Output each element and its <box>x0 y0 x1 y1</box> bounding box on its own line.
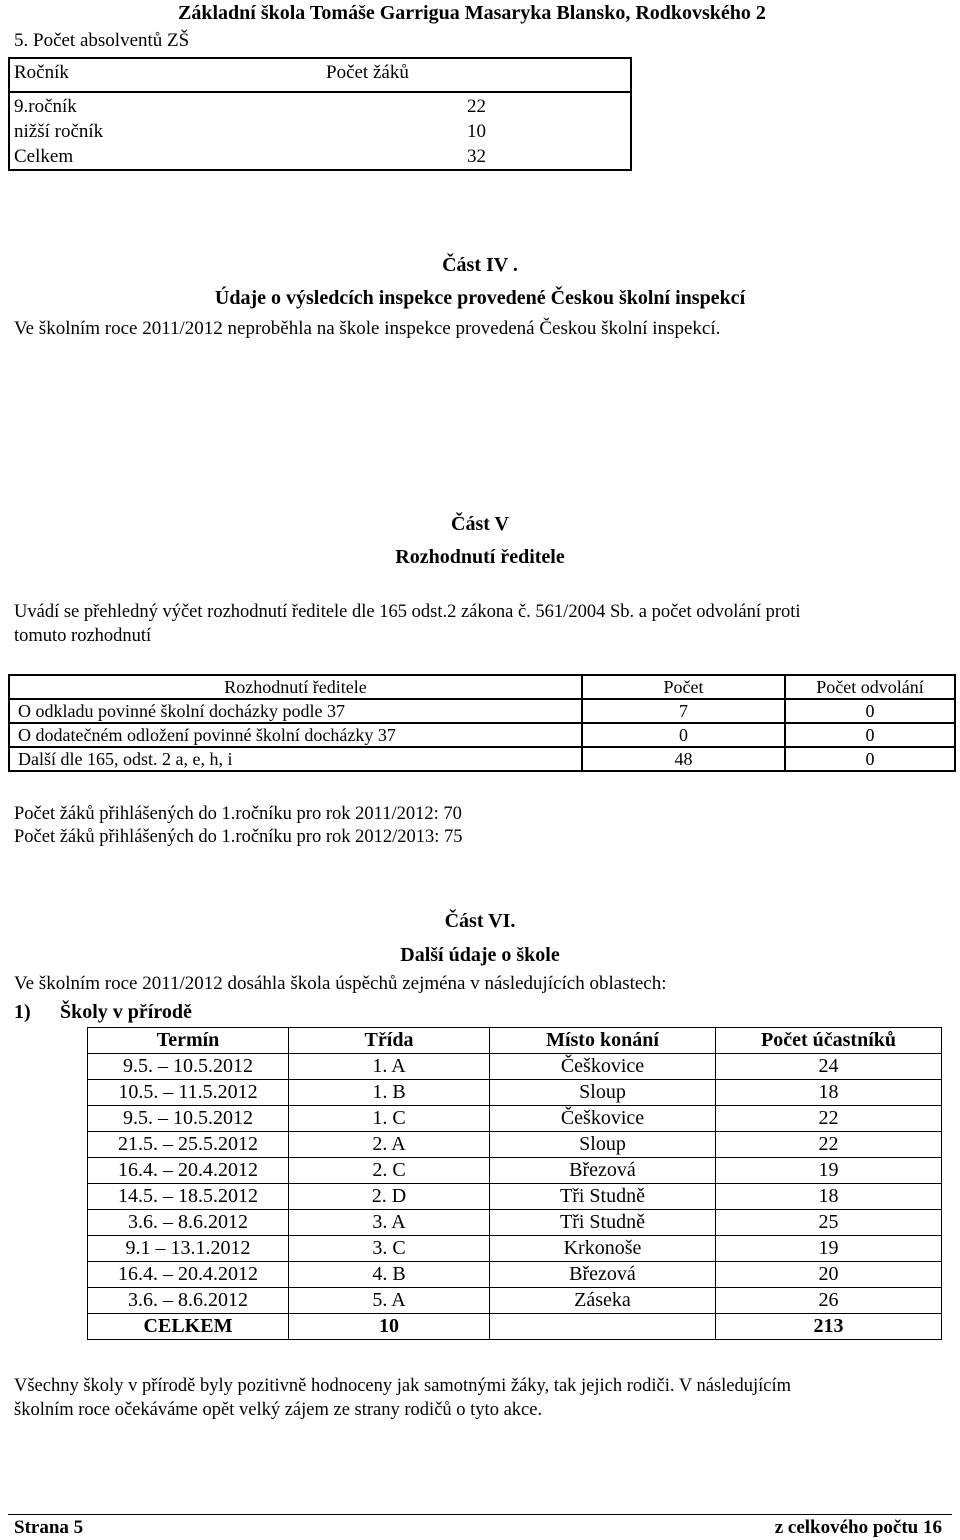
place-cell: Krkonoše <box>490 1236 716 1262</box>
participants-cell: 25 <box>716 1210 942 1236</box>
part5-subtitle: Rozhodnutí ředitele <box>395 546 565 568</box>
term-cell: 16.4. – 20.4.2012 <box>88 1262 289 1288</box>
part4-text: Ve školním roce 2011/2012 neproběhla na škole inspekce provedená Českou školní inspekcí. <box>14 318 721 339</box>
closing-line1: Všechny školy v přírodě byly pozitivně hodnoceny jak samotnými žáky, tak jejich rodiči. V následujícím <box>14 1376 792 1396</box>
enrolled-2012: Počet žáků přihlášených do 1.ročníku pro rok 2012/2013: 75 <box>14 827 463 847</box>
director-decisions-table <box>8 674 956 772</box>
table-header-cell: Počet odvolání <box>785 675 955 699</box>
total-label: CELKEM <box>88 1314 289 1340</box>
participants-cell: 20 <box>716 1262 942 1288</box>
participants-cell: 26 <box>716 1288 942 1314</box>
part5-title: Část V <box>451 513 509 535</box>
place-cell: Tři Studně <box>490 1210 716 1236</box>
place-cell: Sloup <box>490 1080 716 1106</box>
participants-cell: 22 <box>716 1132 942 1158</box>
class-cell: 1. C <box>289 1106 490 1132</box>
graduates-row-label: Celkem <box>14 146 74 167</box>
graduates-row-label: nižší ročník <box>14 121 104 142</box>
table-row <box>88 1184 942 1210</box>
place-cell: Sloup <box>490 1132 716 1158</box>
total-row <box>88 1314 942 1340</box>
table-row <box>88 1262 942 1288</box>
footer-page: Strana 5 <box>14 1517 84 1538</box>
table-row <box>88 1236 942 1262</box>
enrolled-2011: Počet žáků přihlášených do 1.ročníku pro rok 2011/2012: 70 <box>14 804 462 824</box>
table-row <box>9 747 955 771</box>
graduates-row-value: 22 <box>467 96 486 117</box>
graduates-col-count: Počet žáků <box>326 62 409 83</box>
graduates-row-label: 9.ročník <box>14 96 77 117</box>
footer-total: z celkového počtu 16 <box>774 1517 942 1538</box>
table-header-cell: Počet <box>582 675 785 699</box>
table-header-row <box>9 675 955 699</box>
table-row <box>88 1132 942 1158</box>
participants-cell: 19 <box>716 1158 942 1184</box>
table-row <box>9 723 955 747</box>
table-row <box>88 1210 942 1236</box>
place-cell: Záseka <box>490 1288 716 1314</box>
participants-cell: 19 <box>716 1236 942 1262</box>
table-row <box>88 1106 942 1132</box>
total-participants: 213 <box>716 1314 942 1340</box>
class-cell: 2. D <box>289 1184 490 1210</box>
part5-intro-line2: tomuto rozhodnutí <box>14 626 152 646</box>
table-row <box>9 699 955 723</box>
term-cell: 3.6. – 8.6.2012 <box>88 1210 289 1236</box>
place-cell: Češkovice <box>490 1054 716 1080</box>
table-row <box>88 1080 942 1106</box>
section5-title: 5. Počet absolventů ZŠ <box>14 30 190 51</box>
graduates-col-grade: Ročník <box>14 62 69 83</box>
place-cell: Březová <box>490 1262 716 1288</box>
decision-count: 7 <box>582 699 785 723</box>
closing-line2: školním roce očekáváme opět velký zájem ze strany rodičů o tyto akce. <box>14 1400 543 1420</box>
class-cell: 5. A <box>289 1288 490 1314</box>
decision-appeals: 0 <box>785 747 955 771</box>
participants-cell: 24 <box>716 1054 942 1080</box>
total-place <box>490 1314 716 1340</box>
term-cell: 9.1 – 13.1.2012 <box>88 1236 289 1262</box>
place-cell: Tři Studně <box>490 1184 716 1210</box>
decision-label: Další dle 165, odst. 2 a, e, h, i <box>9 747 582 771</box>
participants-cell: 22 <box>716 1106 942 1132</box>
class-cell: 1. B <box>289 1080 490 1106</box>
class-cell: 1. A <box>289 1054 490 1080</box>
term-cell: 9.5. – 10.5.2012 <box>88 1106 289 1132</box>
class-cell: 3. C <box>289 1236 490 1262</box>
place-cell: Březová <box>490 1158 716 1184</box>
outdoor-school-table <box>87 1027 942 1340</box>
table-row <box>88 1054 942 1080</box>
decision-count: 0 <box>582 723 785 747</box>
term-cell: 16.4. – 20.4.2012 <box>88 1158 289 1184</box>
class-cell: 3. A <box>289 1210 490 1236</box>
class-cell: 4. B <box>289 1262 490 1288</box>
table-header-cell: Místo konání <box>490 1028 716 1054</box>
term-cell: 9.5. – 10.5.2012 <box>88 1054 289 1080</box>
table-header-row <box>88 1028 942 1054</box>
term-cell: 14.5. – 18.5.2012 <box>88 1184 289 1210</box>
part6-intro: Ve školním roce 2011/2012 dosáhla škola úspěchů zejména v následujících oblastech: <box>14 973 667 994</box>
table-row <box>88 1158 942 1184</box>
decision-label: O dodatečném odložení povinné školní docházky 37 <box>9 723 582 747</box>
term-cell: 10.5. – 11.5.2012 <box>88 1080 289 1106</box>
document-header: Základní škola Tomáše Garrigua Masaryka Blansko, Rodkovského 2 <box>178 2 766 24</box>
decision-appeals: 0 <box>785 699 955 723</box>
decision-appeals: 0 <box>785 723 955 747</box>
participants-cell: 18 <box>716 1080 942 1106</box>
part4-subtitle: Údaje o výsledcích inspekce provedené Českou školní inspekcí <box>214 287 746 309</box>
table-row <box>88 1288 942 1314</box>
part4-title: Část IV . <box>442 254 518 276</box>
table-header-cell: Počet účastníků <box>716 1028 942 1054</box>
participants-cell: 18 <box>716 1184 942 1210</box>
total-classes: 10 <box>289 1314 490 1340</box>
decision-count: 48 <box>582 747 785 771</box>
table-header-cell: Třída <box>289 1028 490 1054</box>
graduates-row-value: 32 <box>467 146 486 167</box>
graduates-row-value: 10 <box>467 121 486 142</box>
list-title: Školy v přírodě <box>60 1001 192 1023</box>
table-header-cell: Rozhodnutí ředitele <box>9 675 582 699</box>
list-number: 1) <box>14 1001 31 1023</box>
term-cell: 21.5. – 25.5.2012 <box>88 1132 289 1158</box>
part6-title: Část VI. <box>444 910 516 932</box>
table-header-cell: Termín <box>88 1028 289 1054</box>
term-cell: 3.6. – 8.6.2012 <box>88 1288 289 1314</box>
part5-intro-line1: Uvádí se přehledný výčet rozhodnutí ředitele dle 165 odst.2 zákona č. 561/2004 Sb. a počet odvolání proti <box>14 602 801 622</box>
class-cell: 2. A <box>289 1132 490 1158</box>
part6-subtitle: Další údaje o škole <box>400 944 560 966</box>
class-cell: 2. C <box>289 1158 490 1184</box>
decision-label: O odkladu povinné školní docházky podle 37 <box>9 699 582 723</box>
place-cell: Češkovice <box>490 1106 716 1132</box>
